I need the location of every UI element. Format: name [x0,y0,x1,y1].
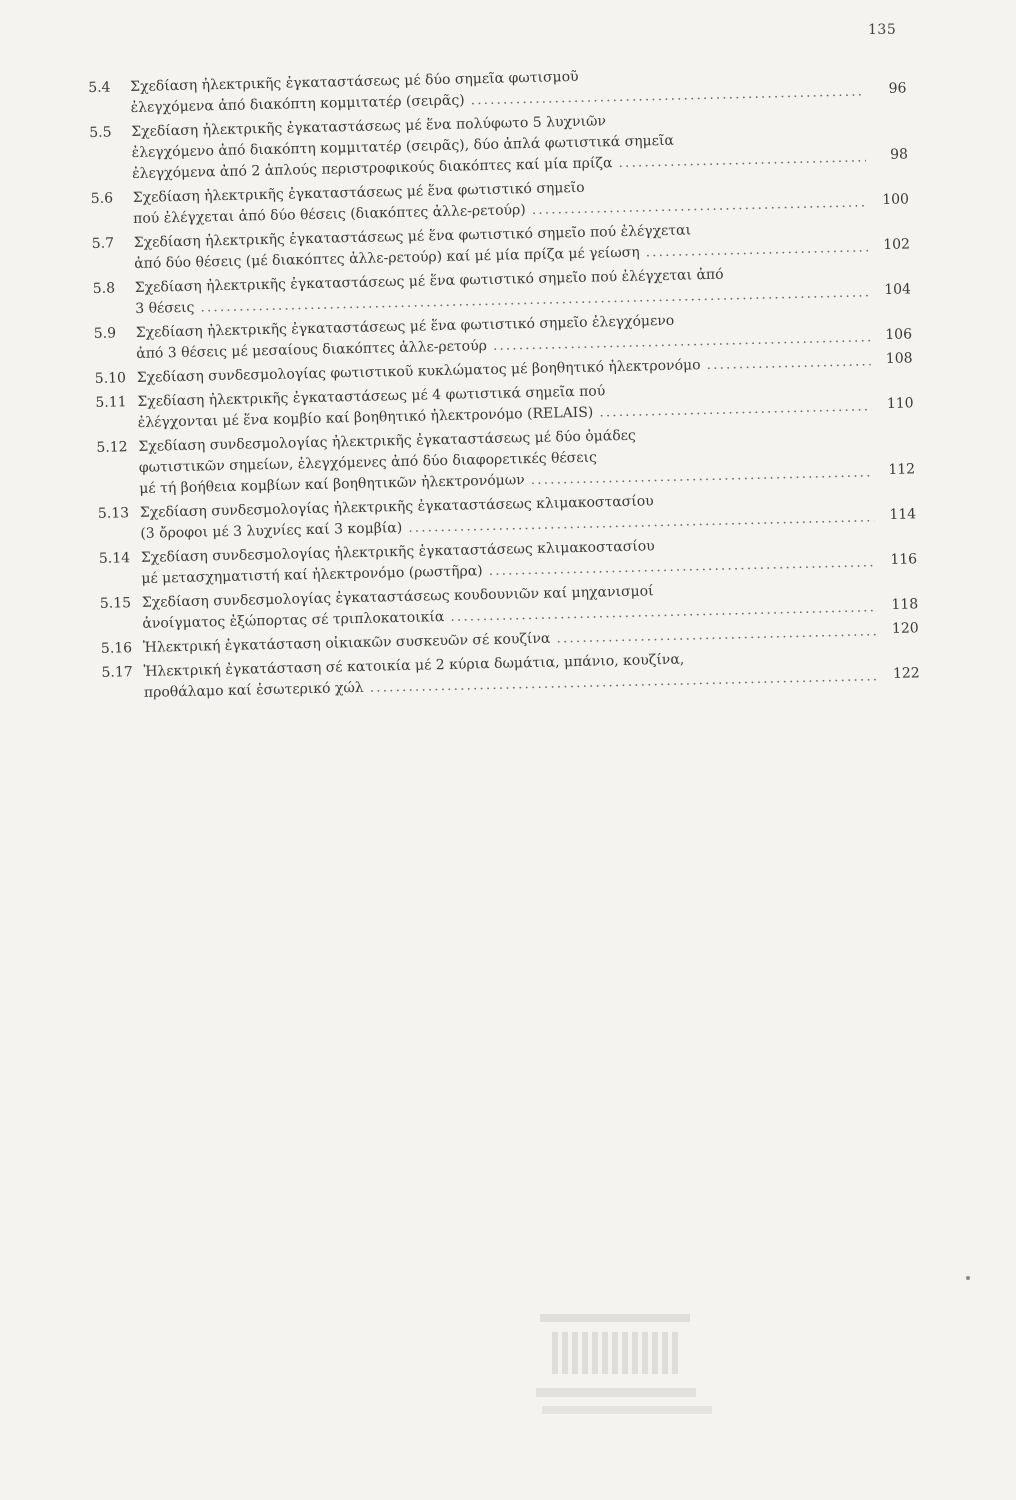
entry-title-text: Ἠλεκτρική ἐγκατάσταση οἰκιακῶν συσκευῶν σέ κουζίνα [142,630,551,656]
entry-title-text: Σχεδίαση ἠλεκτρικῆς ἐγκαταστάσεως μέ ἕνα πολύφωτο 5 λυχνιῶν [131,113,607,141]
entry-title-text: μέ μετασχηματιστή καί ἠλεκτρονόμο (ρωστῆρα) [141,563,483,587]
entry-page-number: 122 [892,665,920,682]
entry-number: 5.4 [88,79,111,96]
entry-title-text: Σχεδίαση ἠλεκτρικῆς ἐγκαταστάσεως μέ δύο σημεῖα φωτισμοῦ [130,68,579,96]
entry-title-text: 3 θέσεις [135,299,195,317]
entry-title-text: Σχεδίαση συνδεσμολογίας ἠλεκτρικῆς ἐγκαταστάσεως μέ δύο ὁμάδες [138,427,636,455]
entry-title-text: προθάλαμο καί ἐσωτερικό χώλ [143,679,364,701]
entry-title-text: μέ τή βοήθεια κομβίων καί βοηθητικῶν ἠλεκτρονόμων [139,472,525,497]
paper-speck [966,1276,970,1280]
entry-title-text: Ἠλεκτρική ἐγκατάσταση σέ κατοικία μέ 2 κύρια δωμάτια, μπάνιο, κουζίνα, [143,651,685,680]
entry-number: 5.17 [101,664,133,681]
entry-title-text: (3 ὄροφοι μέ 3 λυχνίες καί 3 κομβία) [140,519,403,542]
dot-leader [618,147,866,174]
entry-number: 5.11 [95,394,127,411]
entry-title-text: Σχεδίαση συνδεσμολογίας φωτιστικοῦ κυκλώματος μέ βοηθητικό ἠλεκτρονόμο [136,357,701,386]
entry-number: 5.14 [98,550,131,567]
entry-title-text: ἐλέγχονται μέ ἕνα κομβίο καί βοηθητικό ἠλεκτρονόμο (RELAIS) [137,404,594,431]
faded-stamp [528,1310,728,1420]
entry-page-number: 120 [891,620,919,637]
entry-page-number: 112 [888,461,916,478]
entry-page-number: 118 [891,596,919,613]
entry-page-number: 106 [885,326,913,343]
entry-title-text: ἀπό 3 θέσεις μέ μεσαίους διακόπτες ἀλλε-ρετούρ [136,338,488,362]
entry-page-number: 98 [889,146,909,163]
entry-title-text: φωτιστικῶν σημείων, ἐλεγχόμενες ἀπό δύο διαφορετικές θέσεις [138,449,598,476]
entry-title-text: ἐλεγχόμενα ἀπό 2 ἁπλούς περιστροφικούς διακόπτες καί μία πρίζα [132,155,613,183]
entry-number: 5.9 [93,325,117,342]
dot-leader [706,351,871,376]
entry-number: 5.15 [99,595,132,612]
entry-number: 5.6 [90,190,114,207]
entry-title-text: Σχεδίαση ἠλεκτρικῆς ἐγκαταστάσεως μέ ἕνα φωτιστικό σημεῖο πού ἐλέγχεται [133,222,692,252]
dot-leader [645,237,868,263]
entry-number: 5.10 [94,370,127,387]
entry-title-text: Σχεδίαση συνδεσμολογίας ἠλεκτρικῆς ἐγκαταστάσεως κλιμακοστασίου [140,538,655,566]
entry-page-number: 100 [882,191,910,209]
entry-number: 5.16 [100,640,133,657]
entry-title-text: πού ἐλέγχεται ἀπό δύο θέσεις (διακόπτες ἀλλε-ρετούρ) [133,202,526,228]
entry-title-text: Σχεδίαση συνδεσμολογίας ἠλεκτρικῆς ἐγκαταστάσεως κλιμακοστασίου [139,493,654,521]
entry-number: 5.8 [92,280,116,297]
entry-title-text: Σχεδίαση συνδεσμολογίας ἐγκαταστάσεως κουδουνιῶν καί μηχανισμοί [141,583,654,611]
entry-title-text: Σχεδίαση ἠλεκτρικῆς ἐγκαταστάσεως μέ ἕνα φωτιστικό σημεῖο [132,179,585,207]
entry-number: 5.13 [97,505,130,522]
dot-leader [556,621,877,649]
entry-title-text: ἀνοίγματος ἐξώπορτας σέ τριπλοκατοικία [142,609,445,632]
table-of-contents [88,59,932,708]
entry-page-number: 110 [886,395,914,412]
entry-page-number: 104 [884,281,912,298]
entry-title-text: Σχεδίαση ἠλεκτρικῆς ἐγκαταστάσεως μέ ἕνα φωτιστικό σημεῖο πού ἐλέγχεται ἀπό [134,266,724,296]
entry-page-number: 114 [889,506,917,523]
entry-page-number: 108 [885,350,913,367]
entry-number: 5.5 [89,124,112,141]
entry-page-number: 102 [883,236,911,253]
entry-number: 5.12 [96,439,128,456]
entry-title-text: ἐλεγχόμενα ἀπό διακόπτη κομμιτατέρ (σειρᾶς) [130,92,465,117]
entry-page-number: 96 [888,80,907,97]
entry-number: 5.7 [91,235,115,252]
entry-title-text: ἀπό δύο θέσεις (μέ διακόπτες ἀλλε-ρετούρ) καί μέ μία πρίζα μέ γείωση [134,244,640,272]
page-number: 135 [868,22,897,38]
entry-title-text: ἐλεγχόμενο ἀπό διακόπτη κομμιτατέρ (σειρᾶς), δύο ἁπλά φωτιστικά σημεῖα [131,132,675,162]
entry-title-text: Σχεδίαση ἠλεκτρικῆς ἐγκαταστάσεως μέ ἕνα φωτιστικό σημεῖο ἐλεγχόμενο [135,312,675,341]
entry-title-text: Σχεδίαση ἠλεκτρικῆς ἐγκαταστάσεως μέ 4 φωτιστικά σημεῖα πού [137,383,606,410]
entry-page-number: 116 [890,551,918,568]
